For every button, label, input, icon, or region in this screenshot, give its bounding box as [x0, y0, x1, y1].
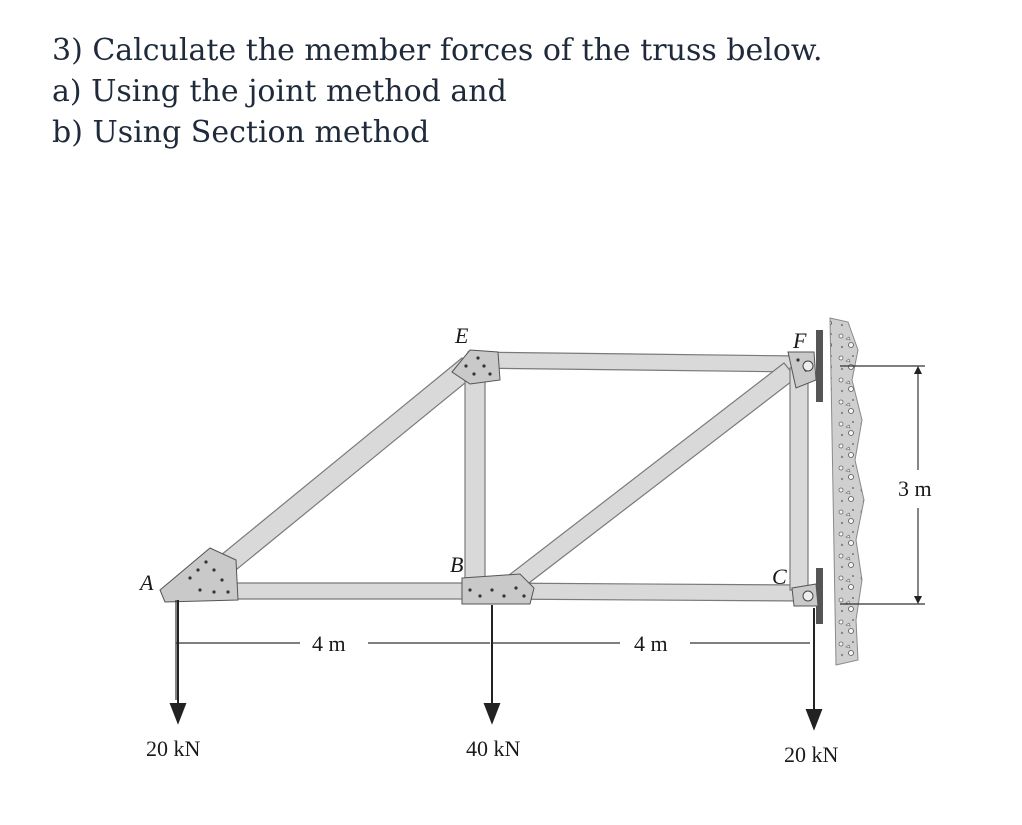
member-bc — [490, 583, 805, 601]
load-arrowhead-a — [171, 704, 185, 722]
joint-label-f: F — [793, 328, 807, 353]
joint-label-c: C — [772, 564, 787, 589]
joint-label-b: B — [450, 552, 464, 577]
gusset-b — [462, 574, 534, 604]
load-label-a: 20 kN — [146, 736, 201, 761]
member-fc — [790, 368, 808, 590]
concrete-wall — [830, 318, 864, 665]
joint-label-e: E — [455, 323, 469, 348]
dim-label-height: 3 m — [898, 476, 932, 501]
gusset-a — [160, 548, 238, 602]
joint-label-a: A — [140, 570, 154, 595]
member-bf — [500, 363, 796, 596]
question-title: 3) Calculate the member forces of the truss below. — [52, 33, 823, 68]
question-part-b: b) Using Section method — [52, 115, 430, 150]
member-ef — [468, 352, 800, 372]
load-arrowhead-c — [807, 710, 821, 728]
load-label-b: 40 kN — [466, 736, 521, 761]
pin-f — [803, 361, 813, 371]
dim-label-left: 4 m — [312, 631, 346, 656]
wall-plate-top — [816, 330, 823, 402]
load-arrowhead-b — [485, 704, 499, 722]
dim-label-right: 4 m — [634, 631, 668, 656]
member-eb — [465, 365, 485, 585]
question-part-a: a) Using the joint method and — [52, 74, 507, 109]
pin-c — [803, 591, 813, 601]
load-label-c: 20 kN — [784, 742, 839, 767]
